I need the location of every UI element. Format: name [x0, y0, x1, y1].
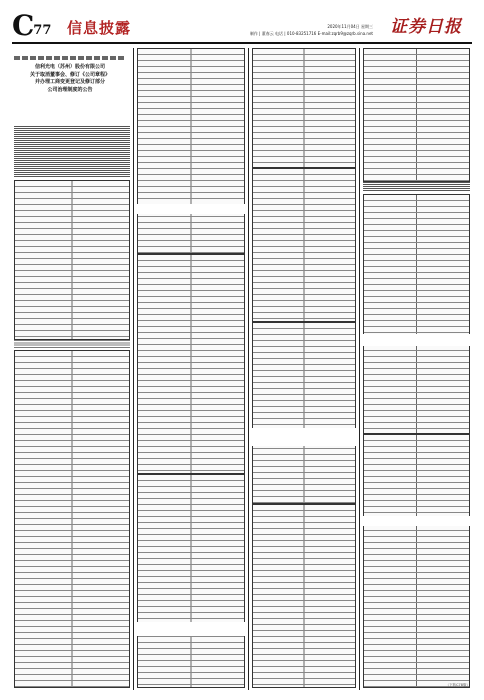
- column-1: [12, 48, 132, 690]
- date-line: 2020年11月04日 星期三: [327, 24, 373, 29]
- amendment-table: [252, 504, 356, 688]
- column-2: [135, 48, 247, 690]
- column-rule: [359, 48, 360, 690]
- stock-code-line: [14, 56, 124, 60]
- newspaper-logo: 证券日报: [390, 17, 462, 37]
- amendment-table: [252, 168, 356, 322]
- article-columns: [12, 48, 472, 690]
- amendment-table: [252, 322, 356, 504]
- blank-cell: [363, 334, 470, 346]
- text-block: [363, 182, 470, 192]
- blank-cell: [137, 204, 245, 214]
- headline-line: 并办理工商变更登记及修订部分: [34, 79, 105, 86]
- amendment-table: [363, 48, 470, 182]
- amendment-table: [14, 180, 130, 340]
- headline-line: 公司治理制度的公告: [47, 86, 93, 93]
- amendment-table: [14, 350, 130, 688]
- amendment-table: [137, 48, 245, 254]
- blank-cell: [252, 428, 356, 446]
- editors-line: 制作 | 董春云 电话 | 010-83251716 E-mail:zqrb9@zqrb.sina.net: [249, 31, 373, 36]
- headline-line: 关于取消董事会、修订《公司章程》: [29, 71, 110, 78]
- text-block: [14, 340, 130, 348]
- masthead-rule: [12, 42, 472, 44]
- amendment-table: [363, 194, 470, 434]
- amendment-table: [137, 474, 245, 688]
- page-letter: C: [12, 9, 33, 42]
- blank-cell: [363, 516, 470, 526]
- continued-note: （下转C78版）: [445, 683, 470, 687]
- amendment-table: [137, 254, 245, 474]
- notice-header: [14, 56, 126, 122]
- text-block: [14, 126, 130, 178]
- notice-headline: [22, 64, 118, 94]
- column-rule: [133, 48, 134, 690]
- column-3: [250, 48, 358, 690]
- column-rule: [248, 48, 249, 690]
- page-number: 77: [33, 23, 52, 38]
- amendment-table: [363, 434, 470, 688]
- headline-line: 信利光电（苏州）股份有限公司: [34, 64, 105, 70]
- amendment-table: [252, 48, 356, 168]
- section-title: 信息披露: [67, 19, 132, 37]
- blank-cell: [137, 622, 245, 636]
- page-number-block: [12, 9, 52, 42]
- column-4: [361, 48, 472, 690]
- masthead: [0, 0, 484, 46]
